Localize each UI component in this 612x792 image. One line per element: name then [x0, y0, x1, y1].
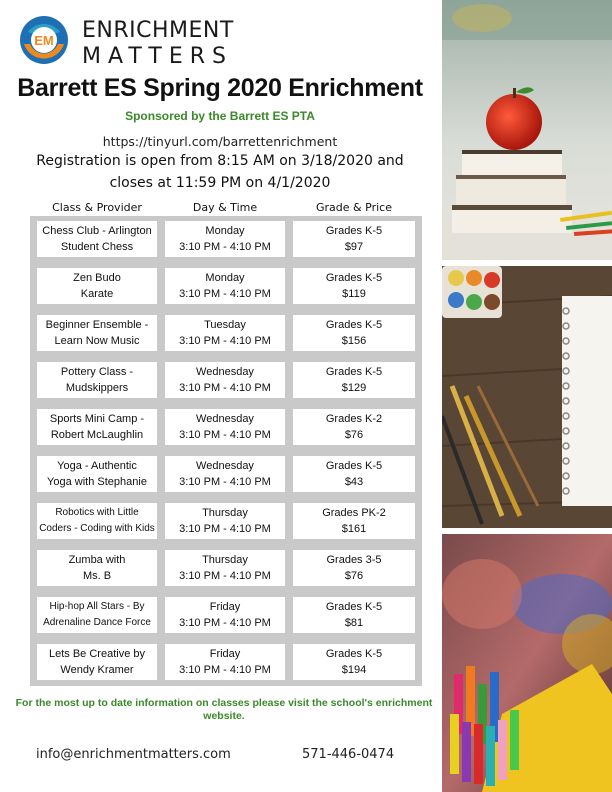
grade-price-cell: Grades K-5 $97: [293, 221, 415, 257]
class-provider-cell: Lets Be Creative by Wendy Kramer: [37, 644, 157, 680]
registration-line-1: Registration is open from 8:15 AM on 3/18/2020 and: [36, 153, 404, 169]
class-provider-cell: Sports Mini Camp - Robert McLaughlin: [37, 409, 157, 445]
day-time-cell: Friday 3:10 PM - 4:10 PM: [165, 597, 285, 633]
apple-on-books-photo: [442, 0, 612, 260]
class-schedule-table: [30, 216, 422, 686]
sponsor-line: Sponsored by the Barrett ES PTA: [125, 109, 315, 123]
page-title: Barrett ES Spring 2020 Enrichment: [17, 74, 423, 102]
table-row: [30, 312, 422, 354]
grade-price-cell: Grades K-5 $129: [293, 362, 415, 398]
enrichment-matters-logo: [18, 14, 258, 70]
note-line-2: website.: [203, 710, 245, 722]
class-provider-cell: Pottery Class - Mudskippers: [37, 362, 157, 398]
column-header-class: Class & Provider: [52, 201, 142, 214]
class-provider-cell: Robotics with Little Coders - Coding with Kids: [37, 503, 157, 539]
table-row: [30, 547, 422, 589]
table-row: [30, 265, 422, 307]
grade-price-cell: Grades PK-2 $161: [293, 503, 415, 539]
enrichment-url[interactable]: https://tinyurl.com/barrettenrichment: [102, 134, 338, 149]
day-time-cell: Thursday 3:10 PM - 4:10 PM: [165, 503, 285, 539]
grade-price-cell: Grades K-5 $43: [293, 456, 415, 492]
table-row: [30, 406, 422, 448]
enrichment-website-note: [14, 697, 434, 723]
grade-price-cell: Grades 3-5 $76: [293, 550, 415, 586]
table-row: [30, 218, 422, 260]
day-time-cell: Monday 3:10 PM - 4:10 PM: [165, 268, 285, 304]
day-time-cell: Wednesday 3:10 PM - 4:10 PM: [165, 456, 285, 492]
day-time-cell: Wednesday 3:10 PM - 4:10 PM: [165, 409, 285, 445]
table-row: [30, 594, 422, 636]
class-provider-cell: Hip-hop All Stars - By Adrenaline Dance Force: [37, 597, 157, 633]
grade-price-cell: Grades K-5 $119: [293, 268, 415, 304]
grade-price-cell: Grades K-5 $156: [293, 315, 415, 351]
day-time-cell: Thursday 3:10 PM - 4:10 PM: [165, 550, 285, 586]
registration-line-2: closes at 11:59 PM on 4/1/2020: [109, 175, 331, 191]
paints-notebook-pencils-photo: [442, 266, 612, 528]
logo-word-enrichment: ENRICHMENT: [82, 18, 234, 43]
column-header-grade: Grade & Price: [316, 201, 392, 214]
em-logo-icon: [18, 14, 70, 66]
class-provider-cell: Yoga - Authentic Yoga with Stephanie: [37, 456, 157, 492]
table-row: [30, 641, 422, 683]
day-time-cell: Friday 3:10 PM - 4:10 PM: [165, 644, 285, 680]
note-line-1: For the most up to date information on classes please visit the school's enrichment: [15, 697, 433, 709]
day-time-cell: Monday 3:10 PM - 4:10 PM: [165, 221, 285, 257]
class-provider-cell: Zumba with Ms. B: [37, 550, 157, 586]
table-row: [30, 359, 422, 401]
day-time-cell: Tuesday 3:10 PM - 4:10 PM: [165, 315, 285, 351]
column-header-day: Day & Time: [192, 201, 258, 214]
grade-price-cell: Grades K-5 $194: [293, 644, 415, 680]
class-provider-cell: Chess Club - Arlington Student Chess: [37, 221, 157, 257]
crayons-cup-photo: [442, 534, 612, 792]
class-provider-cell: Beginner Ensemble - Learn Now Music: [37, 315, 157, 351]
table-row: [30, 453, 422, 495]
day-time-cell: Wednesday 3:10 PM - 4:10 PM: [165, 362, 285, 398]
table-row: [30, 500, 422, 542]
registration-info: [20, 150, 420, 194]
logo-word-matters: MATTERS: [82, 44, 233, 69]
grade-price-cell: Grades K-5 $81: [293, 597, 415, 633]
grade-price-cell: Grades K-2 $76: [293, 409, 415, 445]
class-provider-cell: Zen Budo Karate: [37, 268, 157, 304]
svg-text:EM: EM: [34, 33, 54, 48]
contact-phone: 571-446-0474: [302, 747, 395, 762]
contact-email[interactable]: info@enrichmentmatters.com: [36, 747, 231, 762]
